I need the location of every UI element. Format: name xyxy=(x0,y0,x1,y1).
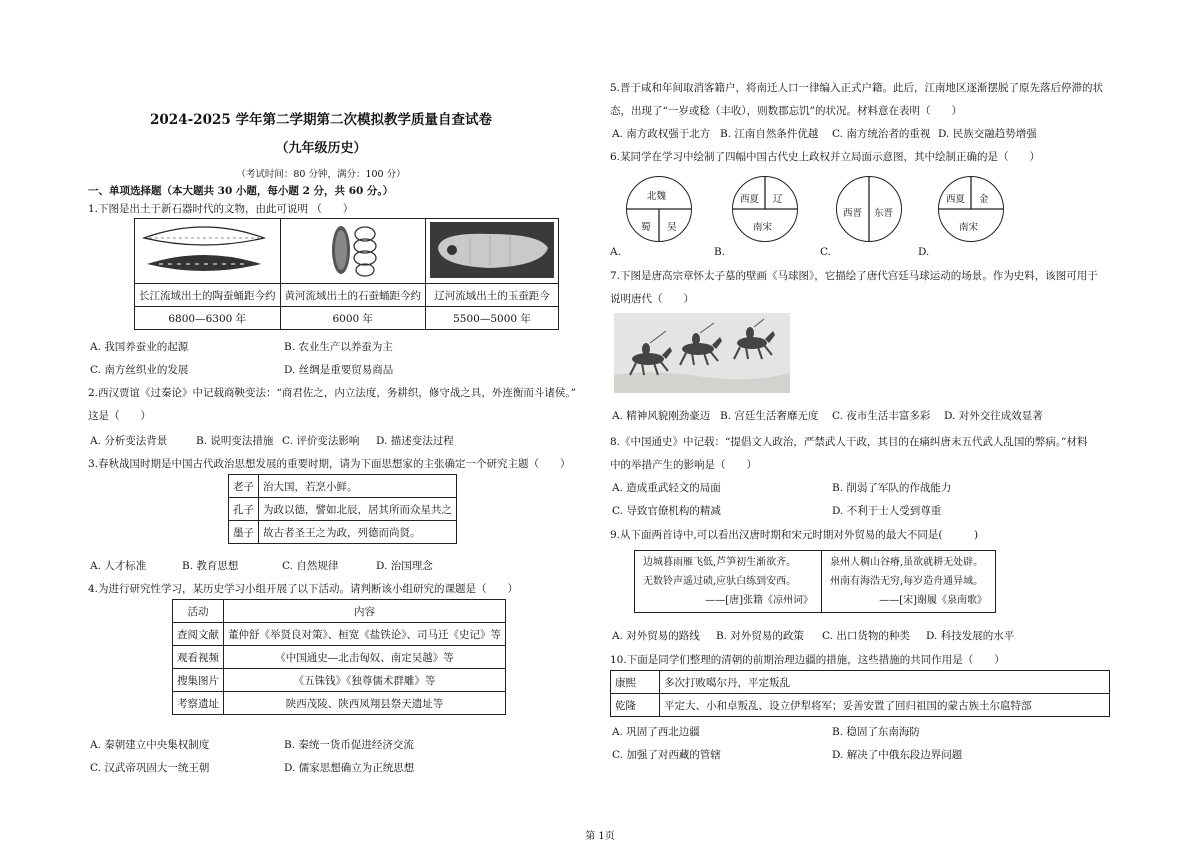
q9-poem1-line2: 无数铃声遥过碛,应驮白练到安西。 xyxy=(643,576,797,587)
q1-caption-1a: 长江流域出土的陶蚕蛹距今约 xyxy=(135,284,281,307)
jade-silkworm-icon xyxy=(430,222,554,278)
q1-option-b: B. 农业生产以养蚕为主 xyxy=(284,341,393,353)
q8-option-c: C. 导致官僚机构的精减 xyxy=(612,505,721,517)
q1-artifact-table xyxy=(134,218,559,330)
q9-poem1-line1: 边城暮雨雁飞低,芦笋初生渐欲齐。 xyxy=(643,557,797,568)
q6-d-label-3: 南宋 xyxy=(959,222,979,233)
q10-option-b: B. 稳固了东南海防 xyxy=(832,726,920,738)
q6-letter-d: D. xyxy=(918,246,930,258)
q1-image-stone xyxy=(280,219,426,284)
exam-subtitle: （九年级历史） xyxy=(275,141,367,156)
q5-stem-line1: 5.晋于咸和年间取消客籍户，将南迁人口一律编入正式户籍。此后，江南地区逐渐摆脱了原先落后停滞的状 xyxy=(610,82,1104,94)
q9-poem2-line2: 州南有海浩无穷,每岁造舟通异域。 xyxy=(830,576,984,587)
q3-option-d: D. 治国理念 xyxy=(376,560,433,572)
q8-option-a: A. 造成重武轻文的局面 xyxy=(612,482,721,494)
q1-option-c: C. 南方丝织业的发展 xyxy=(90,364,189,376)
q4-activity-2: 观看视频 xyxy=(173,646,224,669)
q5-option-b: B. 江南自然条件优越 xyxy=(720,128,819,140)
q4-activity-1: 查阅文献 xyxy=(173,623,224,646)
q9-option-a: A. 对外贸易的路线 xyxy=(612,630,700,642)
q9-poem-liangzhou xyxy=(635,551,822,613)
q4-header-content: 内容 xyxy=(224,600,506,623)
q1-stem: 1.下图是出土于新石器时代的文物，由此可说明 （ ） xyxy=(88,203,354,215)
q1-option-d: D. 丝绸是重要贸易商品 xyxy=(284,364,394,376)
q9-poem2-author: ——[宋]谢履《泉南歌》 xyxy=(879,595,987,606)
q3-quote-laozi: 治大国，若烹小鲜。 xyxy=(259,475,457,498)
q6-b-label-1: 西夏 xyxy=(740,194,760,205)
q3-name-laozi: 老子 xyxy=(229,475,259,498)
q4-activity-4: 考察遗址 xyxy=(173,692,224,715)
q9-poem-box xyxy=(634,550,996,613)
q4-content-4: 陕西茂陵、陕西凤翔县祭天遗址等 xyxy=(224,692,506,715)
q4-option-d: D. 儒家思想确立为正统思想 xyxy=(284,762,415,774)
q6-b-label-3: 南宋 xyxy=(753,222,773,233)
q3-option-b: B. 教育思想 xyxy=(182,560,239,572)
q4-stem: 4.为进行研究性学习，某历史学习小组开展了以下活动。请判断该小组研究的课题是（ ） xyxy=(88,583,519,595)
q4-content-1: 董仲舒《举贤良对策》、桓宽《盐铁论》、司马迁《史记》等 xyxy=(224,623,506,646)
q7-option-c: C. 夜市生活丰富多彩 xyxy=(832,410,931,422)
q10-option-d: D. 解决了中俄东段边界问题 xyxy=(832,749,963,761)
q4-activity-3: 搜集图片 xyxy=(173,669,224,692)
q6-c-label-1: 西晋 xyxy=(843,208,863,219)
q3-option-c: C. 自然规律 xyxy=(282,560,339,572)
q4-content-2: 《中国通史—北击匈奴、南定吴越》等 xyxy=(224,646,506,669)
q1-caption-2b: 6000 年 xyxy=(280,307,426,330)
q1-caption-3a: 辽河流域出土的玉蚕距今 xyxy=(426,284,559,307)
q9-stem: 9.从下面两首诗中,可以看出汉唐时期和宋元时期对外贸易的最大不同是( ) xyxy=(610,529,979,541)
q5-option-d: D. 民族交融趋势增强 xyxy=(938,128,1037,140)
q6-stem: 6.某同学在学习中绘制了四幅中国古代史上政权并立局面示意图，其中绘制正确的是（ ） xyxy=(610,151,1041,163)
q2-option-a: A. 分析变法背景 xyxy=(90,435,168,447)
q6-diagram-a xyxy=(626,176,692,242)
q3-quote-kongzi: 为政以德，譬如北辰，居其所而众星共之 xyxy=(259,498,457,521)
q3-stem: 3.春秋战国时期是中国古代政治思想发展的重要时期，请为下面思想家的主张确定一个研究主题（ ） xyxy=(88,458,571,470)
q6-d-label-2: 金 xyxy=(979,194,989,205)
q7-stem-line2: 说明唐代（ ） xyxy=(610,293,694,305)
q9-poem1-author: ——[唐]张籍《凉州词》 xyxy=(705,595,813,606)
q9-poem-quannan xyxy=(822,551,996,613)
q4-content-3: 《五铢钱》《独尊儒术群雕》等 xyxy=(224,669,506,692)
q10-stem: 10.下面是同学们整理的清朝的前期治理边疆的措施，这些措施的共同作用是（ ） xyxy=(610,654,1005,666)
section-heading: 一、单项选择题（本大题共 30 小题，每小题 2 分，共 60 分。） xyxy=(88,185,394,197)
q8-option-d: D. 不利于士人受到尊重 xyxy=(832,505,942,517)
q10-option-a: A. 巩固了西北边疆 xyxy=(612,726,700,738)
q3-option-a: A. 人才标准 xyxy=(90,560,147,572)
q10-measure-kangxi: 多次打败噶尔丹，平定叛乱 xyxy=(660,671,1110,694)
q6-letter-b: B. xyxy=(714,246,726,258)
q1-option-a: A. 我国养蚕业的起源 xyxy=(90,341,189,353)
q6-d-label-1: 西夏 xyxy=(946,194,966,205)
q5-stem-line2: 态，出现了“一岁或稔（丰收），则数郡忘饥”的状况。材料意在表明（ ） xyxy=(610,105,962,117)
q6-a-label-2: 蜀 xyxy=(641,222,651,233)
q3-quote-mozi: 故古者圣王之为政，列德而尚贤。 xyxy=(259,521,457,544)
q7-option-d: D. 对外交往成效显著 xyxy=(944,410,1043,422)
q3-name-kongzi: 孔子 xyxy=(229,498,259,521)
q7-option-b: B. 宫廷生活奢靡无度 xyxy=(720,410,819,422)
q4-option-b: B. 秦统一货币促进经济交流 xyxy=(284,739,414,751)
q7-option-a: A. 精神风貌刚劲豪迈 xyxy=(612,410,711,422)
q4-option-c: C. 汉武帝巩固大一统王朝 xyxy=(90,762,210,774)
q2-stem-line2: 这是（ ） xyxy=(88,410,151,422)
q6-b-label-2: 辽 xyxy=(773,194,783,205)
q6-a-label-1: 北魏 xyxy=(647,191,667,202)
exam-meta: （考试时间：80 分钟，满分：100 分） xyxy=(236,169,406,180)
q3-name-mozi: 墨子 xyxy=(229,521,259,544)
q5-option-a: A. 南方政权强于北方 xyxy=(612,128,711,140)
q2-stem-line1: 2.西汉贾谊《过秦论》中记载商鞅变法：“商君佐之，内立法度，务耕织，修守战之具，外连衡而斗诸侯。” xyxy=(88,387,577,399)
q1-caption-1b: 6800—6300 年 xyxy=(135,307,281,330)
q10-option-c: C. 加强了对西藏的管辖 xyxy=(612,749,721,761)
pottery-silkworm-icon xyxy=(139,220,269,280)
stone-silkworm-icon xyxy=(323,220,383,280)
q6-diagram-d xyxy=(938,176,1004,242)
q9-option-c: C. 出口货物的种类 xyxy=(822,630,910,642)
q4-activity-table xyxy=(172,599,506,715)
polo-mural-image xyxy=(614,313,790,393)
q10-policy-table xyxy=(610,670,1110,717)
q5-option-c: C. 南方统治者的重视 xyxy=(832,128,931,140)
q6-a-label-3: 吴 xyxy=(667,222,677,233)
q4-option-a: A. 秦朝建立中央集权制度 xyxy=(90,739,210,751)
q6-letter-c: C. xyxy=(820,246,831,258)
q8-stem-line2: 中的举措产生的影响是（ ） xyxy=(610,459,757,471)
q10-emperor-qianlong: 乾隆 xyxy=(611,694,660,717)
exam-title: 2024-2025 学年第二学期第二次模拟教学质量自查试卷 xyxy=(150,112,492,128)
q8-stem-line1: 8.《中国通史》中记载：“提倡文人政治，严禁武人干政，其目的在痛纠唐末五代武人乱国的弊病。”材料 xyxy=(610,436,1088,448)
q2-option-c: C. 评价变法影响 xyxy=(282,435,360,447)
polo-horse-icon xyxy=(614,313,790,393)
q2-option-b: B. 说明变法措施 xyxy=(196,435,274,447)
q7-stem-line1: 7.下图是唐高宗章怀太子墓的壁画《马球图》，它描绘了唐代宫廷马球运动的场景。作为史料，该图可用于 xyxy=(610,270,1098,282)
q1-image-jade xyxy=(426,219,559,284)
page-number: 第 1页 xyxy=(585,831,615,842)
q9-option-d: D. 科技发展的水平 xyxy=(926,630,1015,642)
q10-emperor-kangxi: 康熙 xyxy=(611,671,660,694)
q1-caption-3b: 5500—5000 年 xyxy=(426,307,559,330)
q2-option-d: D. 描述变法过程 xyxy=(376,435,454,447)
q6-diagram-b xyxy=(732,176,798,242)
q3-thinker-table xyxy=(228,474,457,544)
q6-c-label-2: 东晋 xyxy=(874,208,894,219)
q9-option-b: B. 对外贸易的政策 xyxy=(716,630,804,642)
q4-header-activity: 活动 xyxy=(173,600,224,623)
q6-diagram-c xyxy=(836,176,902,242)
q1-caption-2a: 黄河流域出土的石蚕蛹距今约 xyxy=(280,284,426,307)
q8-option-b: B. 削弱了军队的作战能力 xyxy=(832,482,952,494)
q6-letter-a: A. xyxy=(610,246,621,258)
q1-image-pottery xyxy=(135,219,281,284)
q10-measure-qianlong: 平定大、小和卓叛乱、设立伊犁将军；妥善安置了回归祖国的蒙古族土尔扈特部 xyxy=(660,694,1110,717)
q9-poem2-line1: 泉州人稠山谷瘠,虽欲就耕无处辟。 xyxy=(830,557,984,568)
